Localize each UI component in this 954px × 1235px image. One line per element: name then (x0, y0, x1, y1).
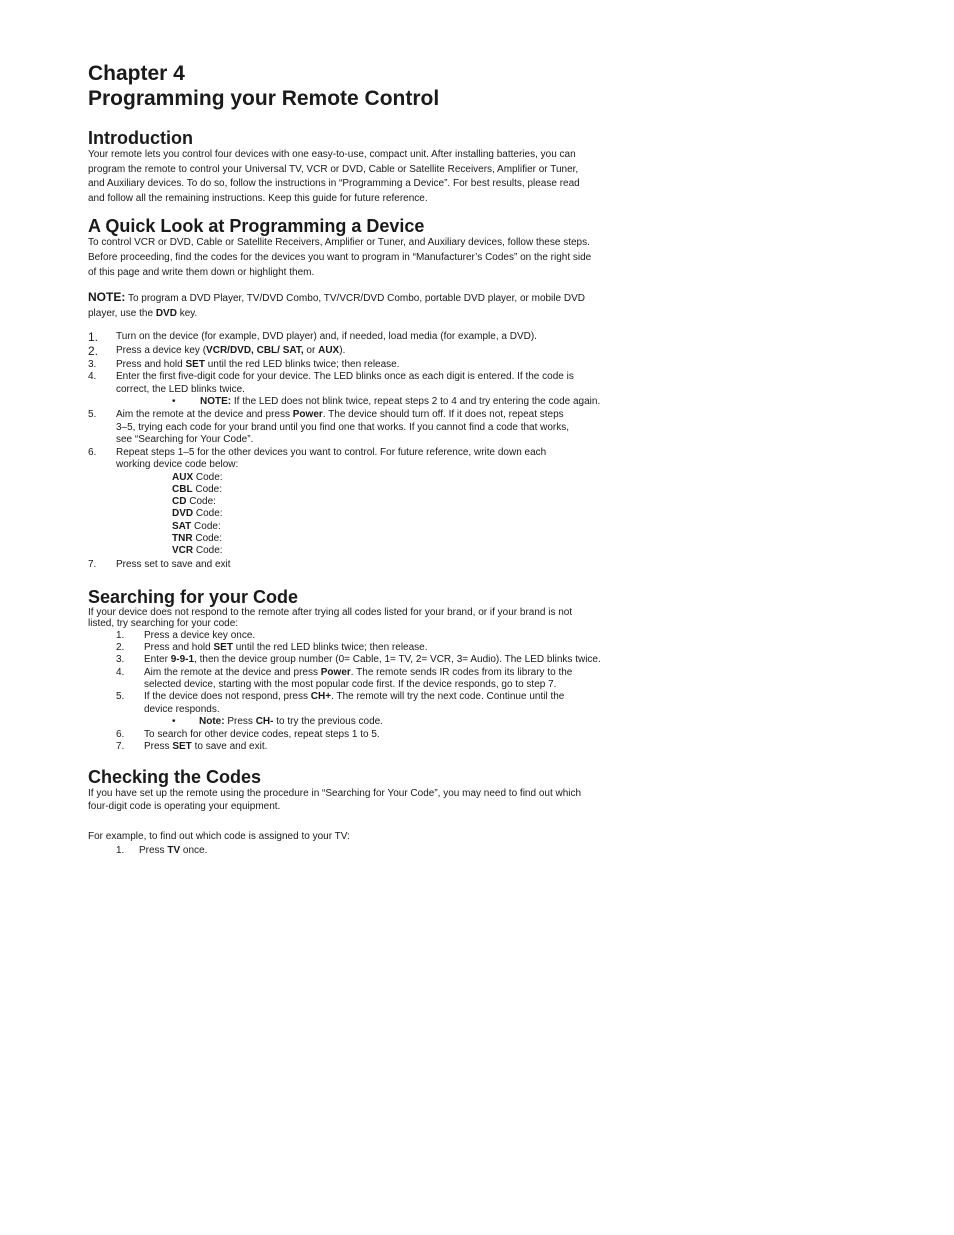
code-label: Code: (193, 471, 223, 483)
step-text: Press a device key once. (144, 629, 256, 641)
list-item-cont (88, 434, 628, 447)
checking-heading: Checking the Codes (88, 767, 262, 788)
key-label: 9-9-1 (170, 654, 195, 666)
step-number: 5. (88, 408, 97, 420)
note-text: key. (176, 307, 198, 319)
device-name: DVD (172, 508, 194, 520)
code-label: Code: (192, 532, 223, 544)
step-number: 6. (116, 728, 125, 740)
bullet-icon: • (172, 396, 176, 408)
search-steps (88, 630, 628, 753)
step-number: 7. (88, 559, 97, 571)
step-text: once. (180, 844, 208, 856)
device-code-line (88, 484, 628, 496)
step-number: 3. (116, 654, 125, 666)
device-code-line (88, 545, 628, 557)
device-name: CD (172, 496, 187, 508)
step-text: Press and hold (116, 358, 186, 370)
step-number: 6. (88, 446, 97, 458)
section-introduction (88, 128, 628, 206)
key-label: SET (172, 740, 192, 752)
device-name: CBL (172, 484, 193, 496)
quick-look-heading: A Quick Look at Programming a Device (88, 216, 425, 237)
note-text: Press (224, 715, 256, 727)
note-text: to try the previous code. (273, 715, 383, 727)
dvd-note-cont (88, 307, 628, 322)
section-quick-look (88, 216, 628, 572)
bullet-note (88, 716, 628, 729)
list-item-cont (88, 679, 628, 691)
step-text: Press set to save and exit (116, 559, 231, 571)
list-item-cont (88, 459, 628, 472)
key-label: TV (167, 844, 181, 856)
step-text: until the red LED blinks twice; then release. (232, 642, 428, 654)
quick-line: Before proceeding, find the codes for the devices you want to program in “Manufacturer’s Codes” on the right side (88, 251, 592, 263)
step-text: see “Searching for Your Code”. (116, 434, 254, 446)
step-number: 3. (88, 358, 97, 370)
chapter-name: Programming your Remote Control (88, 87, 440, 110)
device-code-line (88, 521, 628, 533)
step-text: Repeat steps 1–5 for the other devices you want to control. For future reference, write down each (116, 446, 547, 458)
list-item (88, 331, 628, 344)
introduction-heading: Introduction (88, 128, 193, 148)
step-number: 4. (88, 371, 97, 383)
list-item-cont (88, 422, 628, 435)
step-text: , then the device group number (0= Cable, 1= TV, 2= VCR, 3= Audio). The LED blinks twice. (194, 654, 601, 666)
checking-line: If you have set up the remote using the procedure in “Searching for Your Code”, you may need to find out which (88, 788, 582, 800)
step-text: Press (144, 740, 173, 752)
list-item-cont (88, 384, 628, 397)
step-text: Enter (144, 654, 171, 666)
step-text: ). (339, 344, 346, 356)
device-code-line (88, 533, 628, 545)
list-item (88, 642, 628, 654)
step-number: 1. (116, 629, 125, 641)
list-item (88, 345, 628, 358)
list-item (88, 729, 628, 741)
document-page (88, 61, 628, 857)
step-text: to save and exit. (191, 740, 268, 752)
intro-line: and Auxiliary devices. To do so, follow the instructions in “Programming a Device”. For best results, please read (88, 178, 580, 190)
quick-line: of this page and write them down or highlight them. (88, 266, 315, 278)
list-item (88, 359, 628, 372)
list-item (88, 559, 628, 572)
code-label: Code: (193, 508, 223, 520)
step-text: until the red LED blinks twice; then release. (204, 358, 400, 370)
device-name: TNR (172, 532, 193, 544)
search-line: listed, try searching for your code: (88, 618, 239, 630)
list-item (88, 691, 628, 703)
list-item-cont (88, 704, 628, 716)
code-label: Code: (193, 545, 223, 557)
section-searching (88, 587, 628, 753)
step-text: Press and hold (144, 642, 214, 654)
step-text: . The device should turn off. If it does not, repeat steps (322, 408, 564, 420)
step-text: . The remote sends IR codes from its library to the (350, 666, 573, 678)
device-code-line (88, 472, 628, 484)
step-number: 1. (88, 330, 99, 345)
searching-heading: Searching for your Code (88, 586, 299, 607)
section-checking (88, 767, 628, 857)
device-code-list (88, 472, 628, 557)
list-item (88, 409, 628, 422)
bullet-note (88, 396, 628, 409)
list-item (88, 447, 628, 460)
key-label: Power (320, 666, 351, 678)
code-label: Code: (191, 520, 221, 532)
bullet-icon: • (172, 715, 176, 727)
step-text: . The remote will try the next code. Continue until the (331, 691, 565, 703)
intro-line: and follow all the remaining instructions. Keep this guide for future reference. (88, 192, 428, 204)
step-text: device responds. (144, 703, 220, 715)
step-text: Press a device key ( (116, 344, 207, 356)
note-label: NOTE: (200, 396, 232, 408)
step-text: working device code below: (116, 459, 239, 471)
note-text: player, use the (88, 307, 156, 319)
step-number: 4. (116, 666, 125, 678)
code-label: Code: (192, 484, 223, 496)
checking-line: four-digit code is operating your equipment. (88, 801, 281, 813)
note-text: To program a DVD Player, TV/DVD Combo, TV/VCR/DVD Combo, portable DVD player, or mobile DVD (125, 293, 585, 305)
key-label: SET (185, 358, 205, 370)
key-label: SET (213, 642, 233, 654)
code-label: Code: (186, 496, 216, 508)
step-number: 2. (116, 642, 125, 654)
step-text: Enter the first five-digit code for your device. The LED blinks once as each digit is entered. If the code is (116, 371, 574, 383)
step-number: 2. (88, 343, 99, 358)
step-text: or (303, 344, 319, 356)
step-text: Aim the remote at the device and press (116, 408, 293, 420)
key-label: VCR/DVD, CBL/ SAT, (206, 344, 304, 356)
list-item (88, 667, 628, 679)
chapter-title (88, 61, 628, 111)
device-name: VCR (172, 545, 194, 557)
list-item (88, 845, 628, 857)
search-line: If your device does not respond to the remote after trying all codes listed for your brand, or if your brand is not (88, 606, 573, 618)
dvd-key-label: DVD (155, 307, 177, 319)
key-label: Power (292, 408, 323, 420)
list-item (88, 741, 628, 753)
device-name: SAT (172, 520, 192, 532)
device-code-line (88, 496, 628, 508)
step-text: Press (139, 844, 168, 856)
step-text: selected device, starting with the most popular code first. If the device responds, go to step 7. (144, 679, 557, 691)
list-item (88, 371, 628, 384)
key-label: AUX (318, 344, 340, 356)
note-text: If the LED does not blink twice, repeat steps 2 to 4 and try entering the code again. (231, 396, 601, 408)
step-text: Aim the remote at the device and press (144, 666, 321, 678)
key-label: CH+ (310, 691, 332, 703)
device-code-line (88, 508, 628, 520)
step-text: Turn on the device (for example, DVD player) and, if needed, load media (for example, a DVD). (116, 331, 537, 343)
device-name: AUX (172, 471, 194, 483)
list-item (88, 654, 628, 666)
quick-line: To control VCR or DVD, Cable or Satellite Receivers, Amplifier or Tuner, and Auxiliary devices, follow these steps. (88, 237, 590, 249)
intro-line: program the remote to control your Universal TV, VCR or DVD, Cable or Satellite Receivers, Amplifier or Tuner, (88, 163, 579, 175)
list-item (88, 630, 628, 642)
step-text: To search for other device codes, repeat steps 1 to 5. (144, 728, 380, 740)
step-text: If the device does not respond, press (144, 691, 311, 703)
step-number: 5. (116, 691, 125, 703)
key-label: CH- (255, 715, 274, 727)
intro-line: Your remote lets you control four devices with one easy-to-use, compact unit. After installing batteries, you can (88, 149, 576, 160)
note-label: Note: (199, 715, 225, 727)
chapter-number: Chapter 4 (88, 62, 185, 85)
note-label: NOTE: (88, 290, 126, 305)
step-text: correct, the LED blinks twice. (116, 383, 245, 395)
step-number: 1. (116, 844, 125, 856)
dvd-note (88, 290, 628, 307)
programming-steps (88, 331, 628, 572)
step-text: 3–5, trying each code for your brand until you find one that works. If you cannot find a code that works, (116, 421, 570, 433)
step-number: 7. (116, 740, 125, 752)
checking-line: For example, to find out which code is assigned to your TV: (88, 831, 350, 843)
